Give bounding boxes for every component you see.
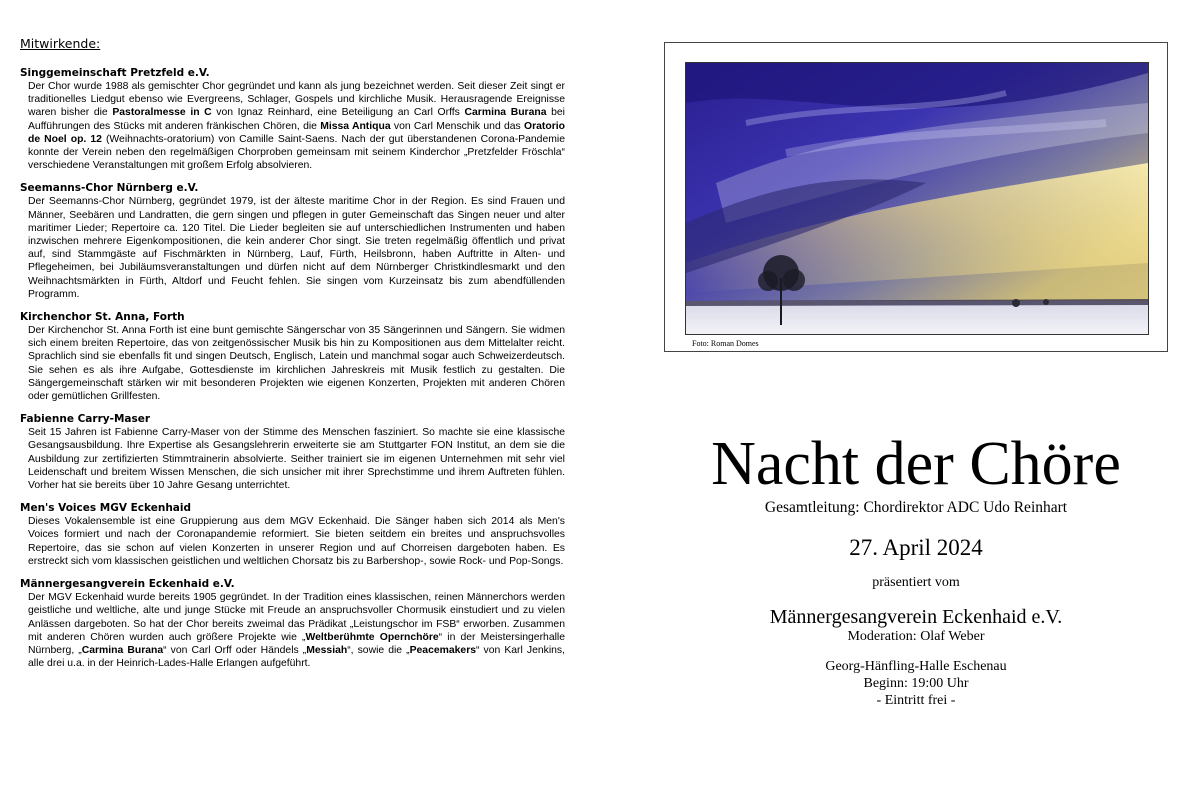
participant-section (20, 413, 565, 492)
text-run: Der Chor wurde 1988 als gemischter Chor gegründet und kann als jung bezeichnet werden. Seit dieser Zeit singt er traditionelles Liedgut ebenso wie Evergreens, Schlager, Gospels und kirchliche Musik. Herausragende Ereignisse waren bisher die (28, 81, 565, 119)
event-title: Nacht der Chöre (711, 430, 1121, 498)
highlighted-work: Missa Antiqua (320, 120, 391, 132)
text-run: “ von Karl Jenkins, alle drei u.a. in der Heinrich-Lades-Halle Erlangen aufgeführt. (28, 644, 565, 670)
participants-heading: Mitwirkende: (20, 36, 101, 51)
moderation: Moderation: Olaf Weber (847, 629, 985, 644)
night-sky-illustration (686, 63, 1148, 334)
highlighted-work: Pastoralmesse in C (112, 107, 212, 119)
highlighted-work: Oratorio de Noel op. 12 (28, 120, 565, 145)
participant-section (20, 67, 565, 172)
highlighted-work: Carmina Burana (81, 644, 164, 656)
venue: Georg-Hänfling-Halle Eschenau (825, 659, 1007, 674)
highlighted-work: Peacemakers (409, 644, 477, 656)
text-run: “ von Carl Orff oder Händels „ (163, 644, 307, 656)
text-run: von Carl Menschik und das (390, 120, 524, 132)
participants-list (20, 67, 565, 670)
admission: - Eintritt frei - (876, 693, 956, 708)
participant-name: Fabienne Carry-Maser (20, 413, 151, 426)
event-date: 27. April 2024 (849, 535, 983, 560)
highlighted-work: Messiah (306, 644, 348, 656)
night-sky-photo (685, 62, 1149, 335)
participant-description (28, 80, 565, 172)
text-run: von Ignaz Reinhard, eine Beteiligung an Carl Orffs (211, 107, 465, 119)
text-run: Der MGV Eckenhaid wurde bereits 1905 gegründet. In der Tradition eines klassischen, reinen Männerchors werden geistliche und weltliche, alte und junge Stücke mit Freude an anspruchsvoller Chormusik einstudiert und zu vielen Anlässen dargeboten. So hat der Chor bereits zweimal das Prädikat „Leistungschor im FSB“ erworben. Zusammen mit anderen Chören wurden auch größere Projekte wie „ (28, 592, 565, 643)
text-run: bei Aufführungen des Stücks mit anderen fränkischen Chören, die (28, 107, 565, 132)
participant-description (28, 324, 565, 403)
overall-direction: Gesamtleitung: Chordirektor ADC Udo Reinhart (764, 499, 1068, 516)
participant-name: Männergesangverein Eckenhaid e.V. (20, 578, 235, 591)
participant-description (28, 426, 565, 492)
participant-name: Kirchenchor St. Anna, Forth (20, 311, 185, 324)
presented-by-label: präsentiert vom (872, 575, 960, 590)
participant-description (28, 195, 565, 301)
photo-credit: Foto: Roman Domes (692, 339, 759, 348)
participant-description (28, 515, 565, 568)
text-run: Der Seemanns-Chor Nürnberg, gegründet 1979, ist der älteste maritime Chor in der Region. Es sind Frauen und Männer, Seebären und Landratten, die gern singen und pflegen in guter Gemeinschaft das Singen neuer und alter maritimer Lieder; Repertoire ca. 120 Titel. Die Lieder begleiten sie auf unterschiedlichen Instrumenten und haben inzwischen mehrere Eigenkompositionen, die kein anderer Chor singt. Sie treten regelmäßig öffentlich und privat auf, sind Stammgäste auf Fischmärkten in Nürnberg, Lauf, Fürth, Heilsbronn, haben Auftritte in Alten- und Pflegeheimen, bei Jubiläumsveranstaltungen und dürfen nicht auf dem Nürnberger Christkindlesmarkt und den Weihnachtsmärkten in Fürth, Altdorf und Feucht fehlen. Sie singen vom Kurzeinsatz bis zum abendfüllenden Programm. (28, 196, 565, 300)
host-club: Männergesangverein Eckenhaid e.V. (769, 606, 1063, 628)
event-info (664, 430, 1168, 709)
highlighted-work: Carmina Burana (464, 107, 547, 119)
participant-section (20, 182, 565, 301)
text-run: “, sowie die „ (347, 644, 410, 656)
participant-description (28, 591, 565, 670)
participant-section (20, 311, 565, 403)
text-run: “ in der Meistersingerhalle Nürnberg, „ (28, 631, 565, 656)
participants-column (20, 36, 565, 680)
participant-section (20, 578, 565, 670)
text-run: Seit 15 Jahren ist Fabienne Carry-Maser von der Stimme des Menschen fasziniert. So machte sie eine klassische Gesangsausbildung. Ihre Expertise als Gesangslehrerin erweiterte sie am Stuttgarter FON Institut, an dem sie die Ausbildung zur zertifizierten Stimmtrainerin absolvierte. Seither trainiert sie im eigenen Unternehmen mit sehr viel Leidenschaft und breitem Wissen Menschen, die sich unsicher mit ihrer Sprechstimme und ihrem Auftreten fühlen. Vorher hat sie bereits über 10 Jahre Gesang unterrichtet. (28, 427, 565, 492)
start-time: Beginn: 19:00 Uhr (863, 676, 969, 691)
highlighted-work: Weltberühmte Opernchöre (305, 631, 439, 643)
participant-name: Seemanns-Chor Nürnberg e.V. (20, 182, 199, 195)
text-run: Dieses Vokalensemble ist eine Gruppierung aus dem MGV Eckenhaid. Die Sänger haben sich 2014 als Men's Voices formiert und nach der Coronapandemie reformiert. Sie bieten seitdem ein breites und anspruchsvolles Repertoire, das sie schon auf vielen Konzerten in unserer Region und auf Chorreisen dargeboten haben. Es erstreckt sich vom klassischen geistlichen und weltlichen Chorsatz bis zu Barbershop-, sowie Rock- und Pop-Songs. (28, 516, 565, 567)
participant-section (20, 502, 565, 568)
participant-name: Men's Voices MGV Eckenhaid (20, 502, 191, 515)
text-run: Der Kirchenchor St. Anna Forth ist eine bunt gemischte Sängerschar von 35 Sängerinnen und Sängern. Sie widmen sich einem breiten Repertoire, das von zeitgenössischer Musik bis hin zu Kompositionen aus dem Mittelalter reicht. Sprachlich sind sie ebenfalls fit und singen Deutsch, Englisch, Latein und manchmal sogar auch Schweizerdeutsch. Sie sehen es als ihre Aufgabe, Gottesdienste im kirchlichen Jahreskreis mit Musik festlich zu gestalten. Die Sängergemeinschaft stärken wir mit besonderen Projekten wie eigenen Konzerten, Projekten mit anderen Chören oder gemütlichen Grillfesten. (28, 325, 565, 403)
participant-name: Singgemeinschaft Pretzfeld e.V. (20, 67, 210, 79)
photo-frame (664, 42, 1168, 352)
text-run: (Weihnachts-oratorium) von Camille Saint-Saens. Nach der gut überstandenen Corona-Pandemie konnte der Verein neben den regelmäßigen Chorproben gemeinsam mit seinem Kinderchor „Pretzfelder Fröschla“ verschiedene Veranstaltungen mit großem Erfolg absolvieren. (28, 133, 565, 172)
